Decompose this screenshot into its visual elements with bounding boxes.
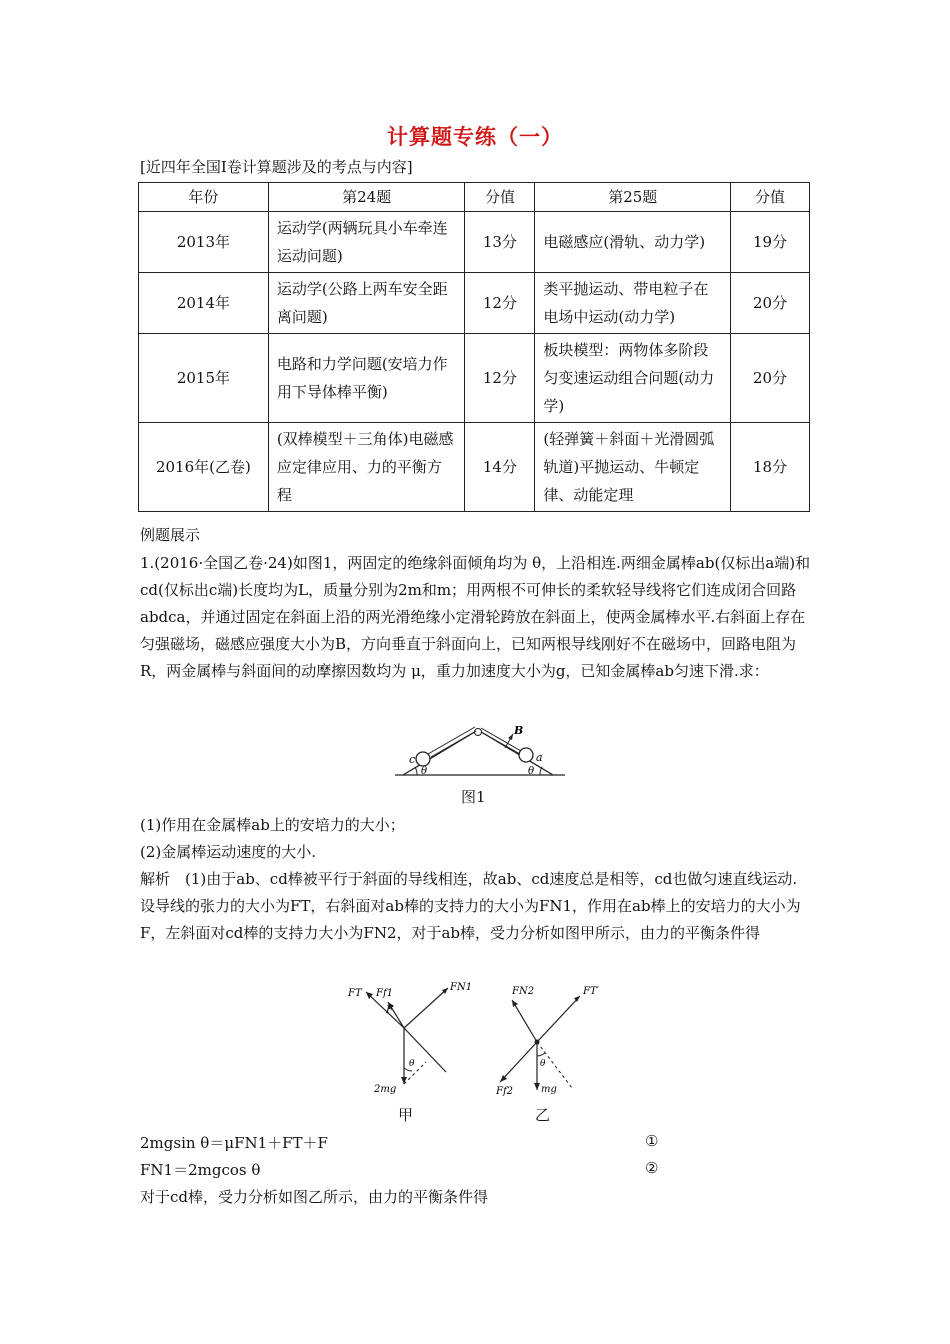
figure-1-incline <box>395 722 565 780</box>
page-title: 计算题专练（一） <box>387 125 563 149</box>
label-Ff1: Ff1 <box>376 988 394 999</box>
table-intro: [近四年全国Ⅰ卷计算题涉及的考点与内容] <box>140 158 413 176</box>
label-FT: FT <box>348 988 362 999</box>
cell-score: 18分 <box>731 423 810 512</box>
angle-arc <box>540 767 542 775</box>
header-score: 分值 <box>731 183 810 212</box>
header-year: 年份 <box>139 183 269 212</box>
cell-year: 2015年 <box>139 334 269 423</box>
cell-year: 2014年 <box>139 273 269 334</box>
cell-q25: 板块模型：两物体多阶段匀变速运动组合问题(动力学) <box>535 334 731 423</box>
rod-ab <box>519 748 533 762</box>
angle-arc <box>537 1053 545 1056</box>
label-2mg: 2mg <box>374 1084 397 1095</box>
section-heading: 例题展示 <box>140 526 201 544</box>
force-arrow <box>404 988 448 1028</box>
force-arrow <box>500 1042 537 1082</box>
cell-q25: (轻弹簧＋斜面＋光滑圆弧轨道)平抛运动、牛顿定律、动能定理 <box>535 423 731 512</box>
cell-year: 2016年(乙卷) <box>139 423 269 512</box>
table-row <box>139 212 810 273</box>
figure-yi-caption: 乙 <box>535 1106 551 1124</box>
analysis-text: 解析 (1)由于ab、cd棒被平行于斜面的导线相连，故ab、cd速度总是相等，cd也做匀速直线运动.设导线的张力的大小为FT，右斜面对ab棒的支持力的大小为FN1，作用在ab棒上的安培力的大小为F，左斜面对cd棒的支持力大小为FN2，对于ab棒，受力分析如图甲所示，由力的平衡条件得 <box>140 870 801 942</box>
figure-jia-caption: 甲 <box>398 1106 414 1124</box>
closing-text: 对于cd棒，受力分析如图乙所示，由力的平衡条件得 <box>140 1188 489 1206</box>
cell-score: 12分 <box>465 334 535 423</box>
wire <box>431 731 476 757</box>
table-row <box>139 334 810 423</box>
label-theta: θ <box>540 1059 546 1069</box>
cell-q24: 运动学(公路上两车安全距离问题) <box>268 273 465 334</box>
figure-2-force-diagrams <box>340 980 600 1102</box>
label-F: F <box>386 1005 393 1016</box>
figure-1-caption: 图1 <box>461 788 486 806</box>
equation-2: FN1＝2mgcos θ <box>140 1161 261 1179</box>
header-q24: 第24题 <box>268 183 465 212</box>
label-theta: θ <box>409 1059 415 1069</box>
question-2: (2)金属棒运动速度的大小. <box>140 843 317 861</box>
header-score: 分值 <box>465 183 535 212</box>
label-FN2: FN2 <box>512 986 535 997</box>
table-header-row <box>139 183 810 212</box>
cell-q25: 电磁感应(滑轨、动力学) <box>535 212 731 273</box>
cell-score: 20分 <box>731 334 810 423</box>
force-arrow <box>537 996 580 1042</box>
label-c: c <box>409 753 416 766</box>
cell-score: 13分 <box>465 212 535 273</box>
cell-q25: 类平抛运动、带电粒子在电场中运动(动力学) <box>535 273 731 334</box>
pulley <box>475 729 482 736</box>
cell-year: 2013年 <box>139 212 269 273</box>
force-diagram-jia <box>347 982 472 1095</box>
cell-score: 14分 <box>465 423 535 512</box>
cell-score: 19分 <box>731 212 810 273</box>
label-FT-prime: FT′ <box>583 986 599 997</box>
label-B: B <box>514 724 524 737</box>
dashed-component <box>404 1062 426 1084</box>
cell-q24: 运动学(两辆玩具小车牵连运动问题) <box>268 212 465 273</box>
field-arrowhead <box>508 734 513 740</box>
exam-topics-table <box>138 182 810 512</box>
table-row <box>139 273 810 334</box>
label-Ff2: Ff2 <box>496 1086 514 1097</box>
rod-cd <box>416 752 430 766</box>
label-FN1: FN1 <box>450 982 473 993</box>
wire <box>428 727 475 754</box>
cell-score: 12分 <box>465 273 535 334</box>
arrowhead <box>401 1077 407 1084</box>
equation-1: 2mgsin θ＝μFN1＋FT＋F <box>140 1134 328 1152</box>
header-q25: 第25题 <box>535 183 731 212</box>
cell-score: 20分 <box>731 273 810 334</box>
contact-point <box>535 1040 540 1045</box>
force-diagram-yi <box>495 986 600 1097</box>
question-1: (1)作用在金属棒ab上的安培力的大小； <box>140 816 405 834</box>
label-theta: θ <box>421 766 428 777</box>
label-theta: θ <box>528 766 535 777</box>
angle-arc <box>415 767 417 775</box>
equation-2-number: ② <box>645 1159 659 1177</box>
force-arrow <box>512 1000 537 1042</box>
problem-text: 1.(2016·全国乙卷·24)如图1，两固定的绝缘斜面倾角均为 θ，上沿相连.两细金属棒ab(仅标出a端)和cd(仅标出c端)长度均为L，质量分别为2m和m；用两根不可伸长的柔软轻导线将它们连成闭合回路abdca，并通过固定在斜面上沿的两光滑绝缘小定滑轮跨放在斜面上，使两金属棒水平.右斜面上存在匀强磁场，磁感应强度大小为B，方向垂直于斜面向上，已知两根导线刚好不在磁场中，回路电阻为R，两金属棒与斜面间的动摩擦因数均为 μ，重力加速度大小为g，已知金属棒ab匀速下滑.求： <box>140 554 811 680</box>
arrowhead <box>534 1083 540 1090</box>
equation-1-number: ① <box>645 1132 659 1150</box>
label-a: a <box>536 751 543 764</box>
cell-q24: (双棒模型＋三角体)电磁感应定律应用、力的平衡方程 <box>268 423 465 512</box>
table-row <box>139 423 810 512</box>
cell-q24: 电路和力学问题(安培力作用下导体棒平衡) <box>268 334 465 423</box>
label-mg: mg <box>541 1084 557 1095</box>
